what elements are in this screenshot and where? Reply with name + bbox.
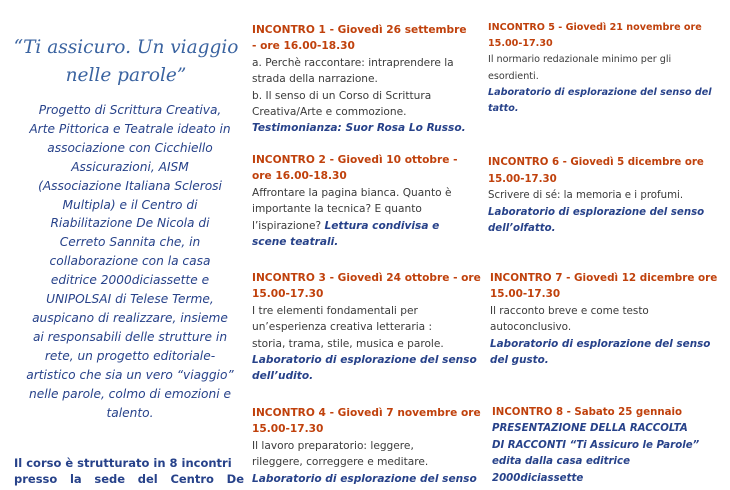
intro-line: associazione con Cicchiello [47, 140, 213, 155]
incontro-text: importante la tecnica? E quanto [252, 203, 422, 216]
intro-line: talento. [106, 405, 154, 420]
title-line: nelle parole” [65, 65, 187, 86]
incontro-text: rileggere, correggere e meditare. [252, 456, 429, 469]
incontro-time: 15.00-17.30 [488, 38, 553, 50]
incontro-text: l’ispirazione? [252, 219, 325, 232]
incontro-text: storia, trama, stile, musica e parole. [252, 337, 444, 350]
incontro-time: 15.00-17.30 [252, 423, 324, 436]
incontro-8 [492, 405, 724, 487]
incontro-6 [488, 155, 724, 238]
incontro-text: Scrivere di sé: la memoria e i profumi. [488, 190, 684, 202]
intro-line: UNIPOLSAI di Telese Terme, [46, 292, 214, 307]
incontro-text: un’esperienza creativa letteraria : [252, 321, 433, 334]
intro-line: rete, un progetto editoriale- [44, 348, 216, 363]
incontro-time: - ore 16.00-18.30 [252, 40, 355, 53]
incontro-heading: INCONTRO 5 - Giovedì 21 novembre ore [488, 22, 702, 33]
incontro-activity: Laboratorio di esplorazione del senso [252, 354, 477, 367]
incontro-testimonial: Testimonianza: Suor Rosa Lo Russo. [252, 122, 466, 135]
incontro-text: Creativa/Arte e commozione. [252, 106, 407, 119]
intro-line: auspicano di realizzare, insieme [32, 310, 228, 325]
incontro-text: Il lavoro preparatorio: leggere, [252, 439, 414, 452]
incontro-activity: Laboratorio di esplorazione del senso del [488, 86, 712, 98]
incontro-4 [252, 405, 480, 487]
incontro-text: a. Perchè raccontare: intraprendere la [252, 56, 454, 69]
incontro-time: 15.00-17.30 [488, 173, 557, 185]
presentation-title: PRESENTAZIONE DELLA RACCOLTA [492, 423, 688, 435]
intro-line: Multipla) e il Centro di [62, 197, 198, 212]
intro-column [0, 0, 248, 490]
intro-line: Cerreto Sannita che, in [59, 235, 201, 250]
incontro-activity: Laboratorio di esplorazione del senso [490, 337, 711, 350]
incontro-heading: INCONTRO 6 - Giovedì 5 dicembre ore [488, 157, 704, 168]
intro-line: Progetto di Scrittura Creativa, [38, 103, 222, 117]
incontro-5 [488, 20, 724, 117]
incontro-text: esordienti. [488, 70, 539, 82]
incontro-text: autoconclusivo. [490, 321, 572, 334]
incontro-activity: scene teatrali. [252, 236, 339, 249]
incontro-1 [252, 22, 480, 137]
project-description [14, 101, 246, 422]
intro-line: artistico che sia un vero “viaggio” [26, 367, 234, 382]
presentation-publisher: edita dalla casa editrice [492, 456, 630, 468]
incontro-text: b. Il senso di un Corso di Scrittura [252, 89, 432, 102]
incontro-heading: INCONTRO 7 - Giovedì 12 dicembre ore [490, 272, 718, 284]
presentation-title: DI RACCONTI “Ti Assicuro le Parole” [492, 439, 700, 451]
title-line: “Ti assicuro. Un viaggio [13, 37, 239, 58]
incontro-activity: dell’olfatto. [488, 223, 556, 235]
incontro-text: I tre elementi fondamentali per [252, 304, 418, 317]
incontro-heading: INCONTRO 1 - Giovedì 26 settembre [252, 24, 467, 36]
incontro-time: ore 16.00-18.30 [252, 170, 347, 183]
course-line: presso la sede del Centro De [14, 472, 244, 486]
incontro-text: Il normario redazionale minimo per gli [488, 54, 672, 66]
incontro-time: 15.00-17.30 [252, 288, 324, 301]
incontro-text: Il racconto breve e come testo [490, 304, 649, 317]
incontro-activity: del gusto. [490, 354, 549, 367]
intro-line: Arte Pittorica e Teatrale ideato in [29, 121, 231, 136]
intro-line: (Associazione Italiana Sclerosi [38, 178, 222, 193]
intro-line: ai responsabili delle strutture in [32, 329, 228, 344]
incontro-activity: Laboratorio di esplorazione del senso [252, 472, 477, 485]
incontro-7 [490, 270, 726, 368]
incontro-heading: INCONTRO 4 - Giovedì 7 novembre ore [252, 407, 481, 419]
course-line: Il corso è strutturato in 8 incontri [14, 456, 232, 470]
incontro-text: Affrontare la pagina bianca. Quanto è [252, 186, 452, 199]
incontro-activity: Lettura condivisa e [324, 219, 440, 232]
project-title [6, 34, 246, 90]
incontro-text: strada della narrazione. [252, 73, 378, 86]
incontro-activity: dell’udito. [252, 370, 314, 383]
incontro-heading: INCONTRO 3 - Giovedì 24 ottobre - ore [252, 272, 481, 284]
incontro-heading: INCONTRO 8 - Sabato 25 gennaio [492, 407, 682, 418]
incontro-activity: tatto. [488, 103, 519, 115]
intro-line: Riabilitazione De Nicola di [50, 216, 210, 231]
course-structure [14, 455, 244, 487]
intro-line: collaborazione con la casa [49, 254, 211, 269]
intro-line: editrice 2000diciassette e [50, 273, 210, 288]
incontro-activity: Laboratorio di esplorazione del senso [488, 206, 705, 218]
incontro-heading: INCONTRO 2 - Giovedì 10 ottobre - [252, 154, 458, 166]
presentation-publisher: 2000diciassette [492, 472, 584, 484]
intro-line: Assicurazioni, AISM [71, 159, 189, 174]
intro-line: nelle parole, colmo di emozioni e [29, 386, 231, 401]
incontro-time: 15.00-17.30 [490, 288, 561, 301]
incontro-2 [252, 152, 480, 250]
incontro-3 [252, 270, 480, 385]
